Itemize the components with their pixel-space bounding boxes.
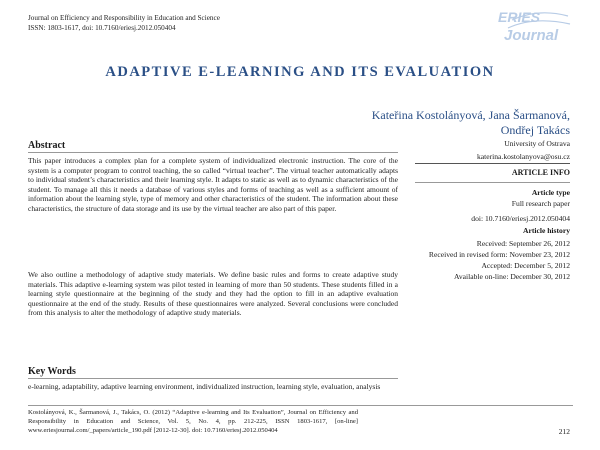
info-divider-top (415, 163, 570, 164)
logo-top-text: ERIES (498, 9, 541, 25)
eries-journal-logo (468, 6, 572, 46)
journal-issn-doi: ISSN: 1803-1617, doi: 10.7160/eriesj.2012.050404 (28, 24, 176, 32)
logo-bottom-text: Journal (504, 27, 559, 44)
abstract-divider (28, 152, 398, 153)
keywords-heading: Key Words (28, 366, 76, 377)
article-info-heading: ARTICLE INFO (511, 168, 570, 177)
article-history-label: Article history (522, 226, 570, 235)
article-type-label: Article type (531, 188, 570, 197)
author-email: katerina.kostolanyova@osu.cz (476, 152, 570, 161)
abstract-paragraph-2: We also outline a methodology of adaptive study materials. We define basic rules and forms to create adaptive study materials. This adaptive e-learning system was pilot tested in learning of more than 50 students. These students filled in a learning style questionnaire at the beginning of the study and they had the option to fill in an adaptive evaluation questionnaire at the end of the study. Results of these questionnaires were analyzed. Several conclusions were concluded from this analysis to alter the methodology of adaptive study materials. (28, 270, 398, 318)
affiliation: University of Ostrava (504, 139, 570, 148)
abstract-paragraph-1: This paper introduces a complex plan for a complete system of individualized electronic instruction. The core of the system is a computer program to control teaching, the so called “virtual teacher”. The virtual teacher automatically adapts to individual student’s characteristics and their learning style. It adapts to static as well as to dynamic characteristics of the student. To manage all this it needs a database of various styles and forms of teaching as well as a sufficient amount of information about the learning style, type of memory and other characteristics of the student. The information about these characteristics, the structure of data storage and its use by the virtual teacher are also part of this paper. (28, 156, 398, 213)
keywords-text: e-learning, adaptability, adaptive learning environment, individualized instruction, learning style, evaluation, analysis (28, 382, 381, 391)
article-type-value: Full research paper (511, 199, 570, 208)
footer-divider (28, 405, 573, 406)
article-doi: doi: 10.7160/eriesj.2012.050404 (471, 214, 570, 223)
history-accepted: Accepted: December 5, 2012 (481, 261, 570, 270)
journal-name: Journal on Efficiency and Responsibility in Education and Science (28, 14, 220, 22)
citation-text: Kostolányová, K., Šarmanová, J., Takács, O. (2012) “Adaptive e-learning and Its Evaluation”, Journal on Efficiency and Responsibility in Education and Science, Vol. 5, No. 4, pp. 212-225, ISSN 1803-1617, [on-line] www.eriesjournal.com/_papers/article_190.pdf [2012-12-30]. doi: 10.7160/eriesj.2012.050404 (28, 409, 358, 434)
authors-line-1: Kateřina Kostolányová, Jana Šarmanová, (371, 108, 570, 122)
info-divider (415, 182, 570, 183)
page-number: 212 (558, 427, 570, 436)
keywords-divider (28, 378, 398, 379)
paper-title: ADAPTIVE E-LEARNING AND ITS EVALUATION (105, 64, 495, 80)
authors-line-2: Ondřej Takács (500, 123, 570, 137)
history-online: Available on-line: December 30, 2012 (453, 272, 570, 281)
history-revised: Received in revised form: November 23, 2012 (428, 250, 570, 259)
history-received: Received: September 26, 2012 (476, 239, 570, 248)
abstract-heading: Abstract (28, 140, 66, 151)
